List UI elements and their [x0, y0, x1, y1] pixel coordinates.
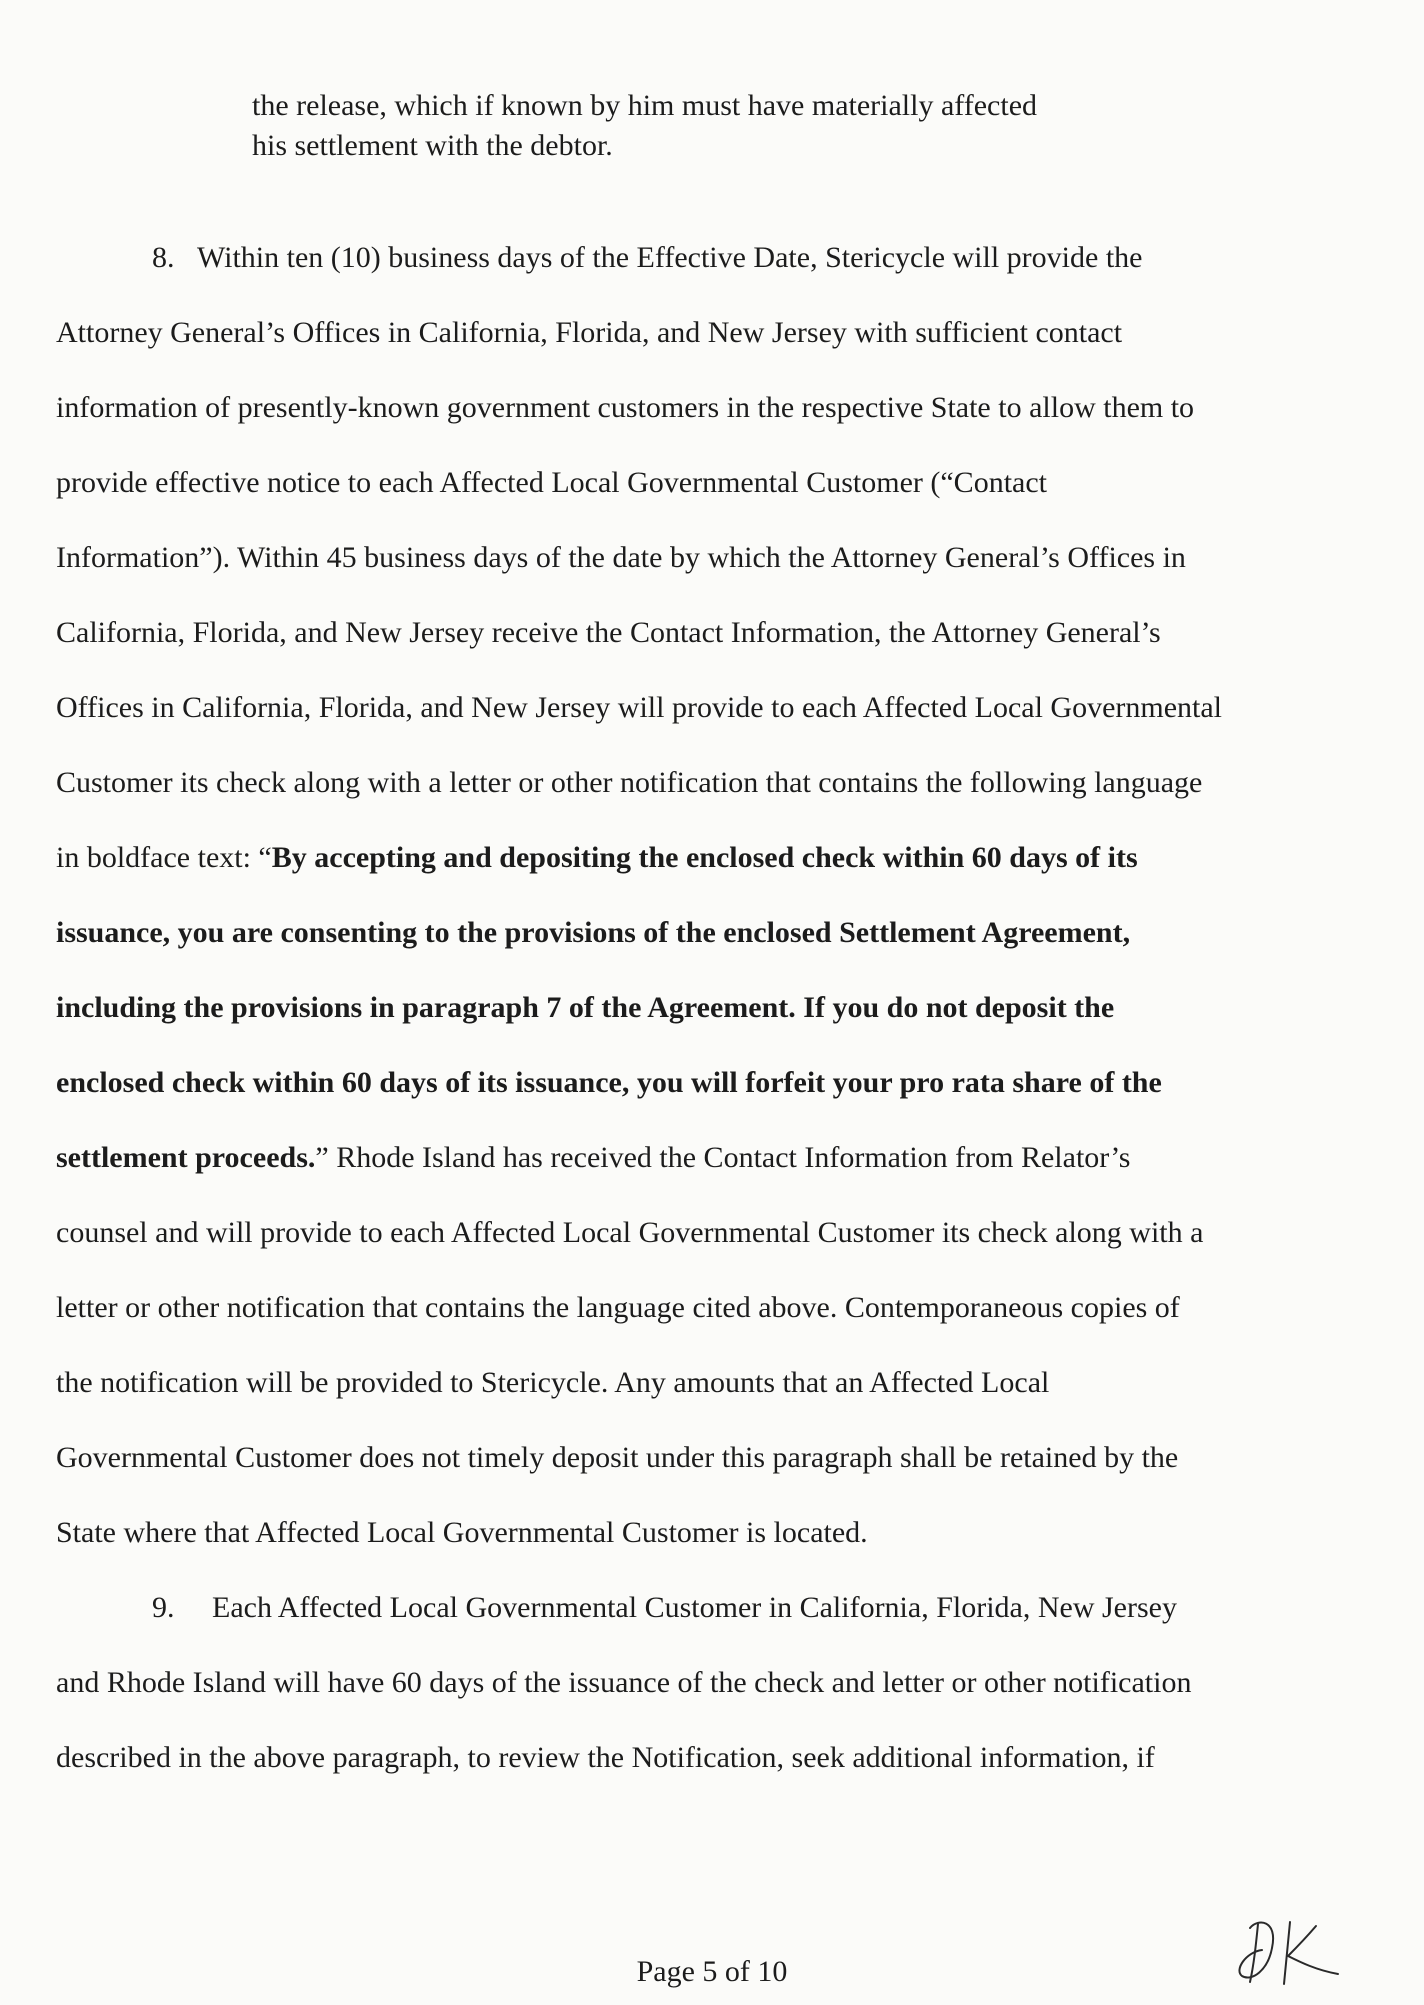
continued-quotation — [252, 86, 1152, 166]
paragraph-9-first-line — [152, 1588, 1177, 1628]
text-line: letter or other notification that contains the language cited above. Contemporaneous copies of — [56, 1291, 1180, 1324]
paragraph-number: 9. — [152, 1591, 175, 1624]
text-line: counsel and will provide to each Affected Local Governmental Customer its check along with a — [56, 1216, 1204, 1249]
text-line: Governmental Customer does not timely deposit under this paragraph shall be retained by the — [56, 1441, 1179, 1474]
paragraph-8-first-line — [152, 238, 1142, 278]
text-line: Within ten (10) business days of the Effective Date, Stericycle will provide the — [197, 241, 1143, 274]
quotation-line: his settlement with the debtor. — [252, 129, 613, 162]
text-line: information of presently-known government customers in the respective State to allow them to — [56, 391, 1195, 424]
text-line: and Rhode Island will have 60 days of the issuance of the check and letter or other notification — [56, 1666, 1192, 1699]
plain-text: ” Rhode Island has received the Contact Information from Relator’s — [315, 1141, 1131, 1174]
text-line — [56, 1063, 1162, 1103]
page-number: Page 5 of 10 — [636, 1955, 788, 1988]
quotation-line: the release, which if known by him must have materially affected — [252, 89, 1038, 122]
text-line: State where that Affected Local Governmental Customer is located. — [56, 1516, 868, 1549]
bold-text: settlement proceeds. — [56, 1141, 316, 1174]
text-line: described in the above paragraph, to review the Notification, seek additional information, if — [56, 1741, 1155, 1774]
text-line: Customer its check along with a letter or other notification that contains the following language — [56, 766, 1203, 799]
text-line: provide effective notice to each Affected Local Governmental Customer (“Contact — [56, 466, 1047, 499]
plain-text: in boldface text: “ — [56, 841, 272, 874]
text-line — [56, 838, 1138, 878]
text-line — [56, 988, 1114, 1028]
text-line: Each Affected Local Governmental Customer in California, Florida, New Jersey — [212, 1591, 1177, 1624]
text-line: Information”). Within 45 business days of the date by which the Attorney General’s Offices in — [56, 541, 1186, 574]
text-line — [56, 913, 1130, 953]
bold-text: enclosed check within 60 days of its issuance, you will forfeit your pro rata share of the — [56, 1066, 1162, 1099]
paragraph-number: 8. — [152, 241, 175, 274]
bold-text: issuance, you are consenting to the provisions of the enclosed Settlement Agreement, — [56, 916, 1131, 949]
bold-text: By accepting and depositing the enclosed check within 60 days of its — [271, 841, 1138, 874]
text-line: California, Florida, and New Jersey receive the Contact Information, the Attorney General’s — [56, 616, 1161, 649]
bold-text: including the provisions in paragraph 7 of the Agreement. If you do not deposit the — [56, 991, 1115, 1024]
handwritten-initials — [1228, 1908, 1348, 1998]
text-line: the notification will be provided to Stericycle. Any amounts that an Affected Local — [56, 1366, 1050, 1399]
text-line: Offices in California, Florida, and New Jersey will provide to each Affected Local Governmental — [56, 691, 1223, 724]
text-line: Attorney General’s Offices in California, Florida, and New Jersey with sufficient contact — [56, 316, 1123, 349]
text-line — [56, 1138, 1130, 1178]
